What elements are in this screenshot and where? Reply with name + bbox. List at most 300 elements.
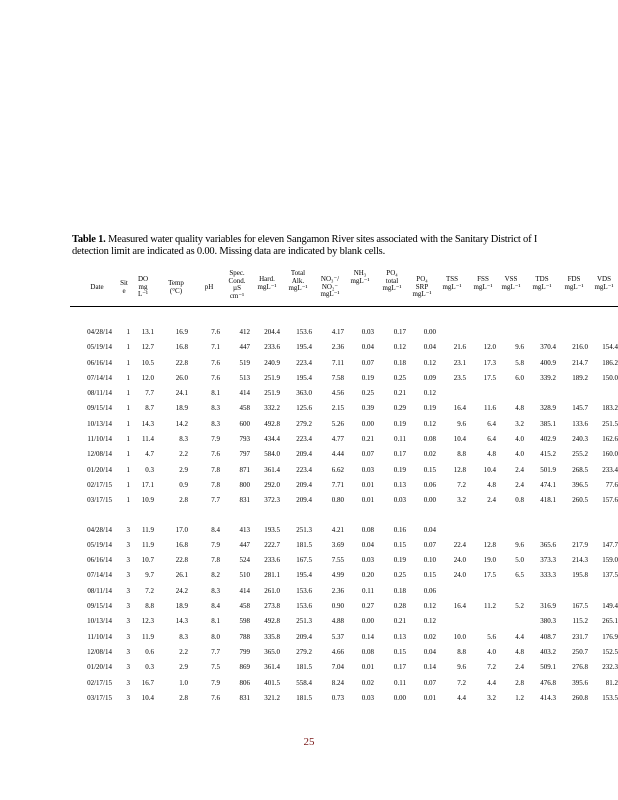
table-cell: 7.6 xyxy=(211,373,220,382)
table-cell: 316.9 xyxy=(540,602,556,611)
table-cell: 04/28/14 xyxy=(87,328,112,336)
table-cell: 0.25 xyxy=(361,389,374,398)
table-cell: 0.14 xyxy=(423,663,436,672)
table-cell: 0.12 xyxy=(423,617,436,626)
table-cell: 12.8 xyxy=(483,540,496,549)
table-cell: 5.26 xyxy=(331,419,344,428)
table-cell: 0.00 xyxy=(423,328,436,336)
table-cell: 4.56 xyxy=(331,389,344,398)
table-cell: 7.2 xyxy=(457,480,466,489)
table-cell: 11.2 xyxy=(484,602,496,611)
table-cell: 1 xyxy=(126,419,130,428)
table-cell: 18.9 xyxy=(175,602,188,611)
table-cell: 9.6 xyxy=(457,419,466,428)
table-cell: 24.2 xyxy=(175,586,188,595)
table-cell: 02/17/15 xyxy=(87,678,112,687)
table-cell: 03/17/15 xyxy=(87,693,112,702)
table-cell: 372.3 xyxy=(264,496,280,505)
table-cell: 77.6 xyxy=(605,480,618,489)
table-cell: 03/17/15 xyxy=(87,496,112,505)
column-header: FDS mgL⁻¹ xyxy=(564,275,584,291)
table-cell: 3 xyxy=(126,525,130,534)
table-cell: 474.1 xyxy=(540,480,556,489)
table-cell: 8.3 xyxy=(179,632,188,641)
table-cell: 3 xyxy=(126,602,130,611)
table-cell: 216.0 xyxy=(572,343,588,352)
table-cell: 11.4 xyxy=(142,435,154,444)
table-cell: 415.2 xyxy=(540,450,556,459)
table-cell: 153.6 xyxy=(296,586,312,595)
caption-label: Table 1. xyxy=(72,234,106,245)
table-cell: 3 xyxy=(126,586,130,595)
caption-line-2: detection limit are indicated as 0.00. Missing data are indicated by blank cells. xyxy=(72,246,385,257)
table-cell: 3.2 xyxy=(515,419,524,428)
table-cell: 0.08 xyxy=(361,647,374,656)
table-row xyxy=(78,404,618,419)
table-cell: 223.4 xyxy=(296,465,312,474)
table-cell: 0.12 xyxy=(423,602,436,611)
table-cell: 4.88 xyxy=(331,617,344,626)
table-cell: 0.03 xyxy=(393,496,406,505)
table-cell: 217.9 xyxy=(572,540,588,549)
table-cell: 0.07 xyxy=(361,450,374,459)
table-cell: 18.9 xyxy=(175,404,188,413)
table-cell: 4.4 xyxy=(487,678,496,687)
table-cell: 16.7 xyxy=(141,678,154,687)
table-cell: 806 xyxy=(239,678,250,687)
table-cell: 167.5 xyxy=(572,602,588,611)
table-cell: 153.5 xyxy=(602,693,618,702)
table-row xyxy=(78,359,618,374)
table-cell: 3.2 xyxy=(487,693,496,702)
table-cell: 476.8 xyxy=(540,678,556,687)
table-cell: 2.36 xyxy=(331,343,344,352)
table-cell: 21.6 xyxy=(453,343,466,352)
table-cell: 414.3 xyxy=(540,693,556,702)
table-cell: 137.5 xyxy=(602,571,618,580)
table-cell: 125.6 xyxy=(296,404,312,413)
table-cell: 0.3 xyxy=(145,663,154,672)
table-cell: 0.17 xyxy=(393,663,406,672)
table-cell: 363.0 xyxy=(296,389,312,398)
table-cell: 0.02 xyxy=(361,678,374,687)
table-cell: 0.90 xyxy=(331,602,344,611)
table-cell: 370.4 xyxy=(540,343,556,352)
table-cell: 7.9 xyxy=(211,678,220,687)
table-cell: 214.3 xyxy=(572,556,588,565)
table-row xyxy=(78,571,618,586)
table-cell: 0.21 xyxy=(393,617,406,626)
table-cell: 1 xyxy=(126,343,130,352)
table-cell: 6.0 xyxy=(515,373,524,382)
table-cell: 11/10/14 xyxy=(87,435,112,444)
table-cell: 153.6 xyxy=(296,602,312,611)
table-cell: 10/13/14 xyxy=(87,419,112,428)
table-cell: 195.4 xyxy=(296,343,312,352)
table-cell: 24.0 xyxy=(453,556,466,565)
table-cell: 413 xyxy=(239,525,250,534)
water-quality-table xyxy=(78,270,618,709)
header-rule xyxy=(70,306,618,307)
table-cell: 223.4 xyxy=(296,435,312,444)
table-cell: 869 xyxy=(239,663,250,672)
table-cell: 0.09 xyxy=(423,373,436,382)
table-cell: 414 xyxy=(239,389,250,398)
table-cell: 23.1 xyxy=(453,358,466,367)
table-cell: 0.04 xyxy=(423,343,436,352)
table-cell: 4.4 xyxy=(515,632,524,641)
table-cell: 0.02 xyxy=(423,450,436,459)
table-cell: 1 xyxy=(126,373,130,382)
table-cell: 17.1 xyxy=(141,480,154,489)
table-cell: 273.8 xyxy=(264,602,280,611)
table-cell: 19.0 xyxy=(483,556,496,565)
table-row xyxy=(78,435,618,450)
table-cell: 189.2 xyxy=(572,373,588,382)
column-header: TDS mgL⁻¹ xyxy=(532,275,552,291)
table-cell: 0.3 xyxy=(145,465,154,474)
table-cell: 276.8 xyxy=(572,663,588,672)
table-cell: 447 xyxy=(239,540,250,549)
table-cell: 10.4 xyxy=(483,465,496,474)
table-cell: 12.0 xyxy=(141,373,154,382)
table-cell: 12.3 xyxy=(141,617,154,626)
table-cell: 1.2 xyxy=(515,693,524,702)
table-cell: 209.4 xyxy=(296,632,312,641)
table-cell: 2.9 xyxy=(179,663,188,672)
table-cell: 0.15 xyxy=(393,540,406,549)
table-cell: 1 xyxy=(126,496,130,505)
table-cell: 10.7 xyxy=(141,556,154,565)
table-cell: 8.8 xyxy=(457,450,466,459)
table-cell: 0.04 xyxy=(361,540,374,549)
table-cell: 222.7 xyxy=(264,540,280,549)
table-cell: 8.3 xyxy=(211,404,220,413)
table-cell: 0.03 xyxy=(361,693,374,702)
table-cell: 8.24 xyxy=(331,678,344,687)
table-cell: 7.7 xyxy=(211,647,220,656)
table-cell: 8.1 xyxy=(211,617,220,626)
table-cell: 231.7 xyxy=(572,632,588,641)
column-header: pH xyxy=(204,283,214,291)
table-cell: 14.3 xyxy=(175,617,188,626)
table-cell: 07/14/14 xyxy=(87,373,112,382)
table-cell: 08/11/14 xyxy=(87,389,112,398)
column-header: PO₄ SRP mgL⁻¹ xyxy=(412,275,432,298)
table-cell: 204.4 xyxy=(264,328,280,336)
table-cell: 279.2 xyxy=(296,419,312,428)
table-cell: 3 xyxy=(126,617,130,626)
table-cell: 7.6 xyxy=(211,358,220,367)
table-row xyxy=(78,602,618,617)
table-cell: 335.8 xyxy=(264,632,280,641)
table-caption xyxy=(72,234,618,258)
table-cell: 0.19 xyxy=(361,373,374,382)
table-cell: 7.7 xyxy=(145,389,154,398)
table-cell: 0.17 xyxy=(393,450,406,459)
table-cell: 3.69 xyxy=(331,540,344,549)
table-cell: 233.4 xyxy=(602,465,618,474)
table-cell: 251.3 xyxy=(296,525,312,534)
table-cell: 501.9 xyxy=(540,465,556,474)
table-cell: 0.73 xyxy=(331,693,344,702)
table-cell: 797 xyxy=(239,450,250,459)
table-cell: 2.4 xyxy=(515,465,524,474)
table-cell: 333.3 xyxy=(540,571,556,580)
table-cell: 8.7 xyxy=(145,404,154,413)
table-cell: 0.18 xyxy=(393,358,406,367)
table-cell: 0.25 xyxy=(393,571,406,580)
table-cell: 13.1 xyxy=(141,328,154,336)
table-cell: 0.16 xyxy=(393,525,406,534)
table-cell: 9.7 xyxy=(145,571,154,580)
table-cell: 871 xyxy=(239,465,250,474)
table-cell: 7.9 xyxy=(211,435,220,444)
table-cell: 209.4 xyxy=(296,480,312,489)
table-cell: 402.9 xyxy=(540,435,556,444)
table-cell: 7.8 xyxy=(211,480,220,489)
table-cell: 0.11 xyxy=(362,586,374,595)
table-cell: 1 xyxy=(126,358,130,367)
table-cell: 2.8 xyxy=(179,496,188,505)
column-header: Hard. mgL⁻¹ xyxy=(257,275,277,291)
table-cell: 1 xyxy=(126,480,130,489)
table-row xyxy=(78,466,618,481)
table-cell: 0.11 xyxy=(394,678,406,687)
table-cell: 4.17 xyxy=(331,328,344,336)
table-cell: 08/11/14 xyxy=(87,586,112,595)
table-cell: 11.9 xyxy=(142,632,154,641)
table-cell: 251.9 xyxy=(264,373,280,382)
table-cell: 7.2 xyxy=(487,663,496,672)
table-cell: 24.1 xyxy=(175,389,188,398)
table-cell: 2.9 xyxy=(179,465,188,474)
table-cell: 401.5 xyxy=(264,678,280,687)
table-cell: 145.7 xyxy=(572,404,588,413)
table-cell: 3 xyxy=(126,571,130,580)
table-row xyxy=(78,328,618,343)
table-cell: 12/08/14 xyxy=(87,450,112,459)
table-cell: 0.14 xyxy=(361,632,374,641)
table-cell: 7.55 xyxy=(331,556,344,565)
table-cell: 0.01 xyxy=(423,693,436,702)
table-cell: 373.3 xyxy=(540,556,556,565)
table-cell: 0.04 xyxy=(423,525,436,534)
table-cell: 524 xyxy=(239,556,250,565)
table-cell: 414 xyxy=(239,586,250,595)
table-cell: 193.5 xyxy=(264,525,280,534)
table-cell: 279.2 xyxy=(296,647,312,656)
table-cell: 5.37 xyxy=(331,632,344,641)
table-cell: 8.3 xyxy=(211,586,220,595)
table-cell: 788 xyxy=(239,632,250,641)
table-cell: 1 xyxy=(126,404,130,413)
table-cell: 831 xyxy=(239,496,250,505)
table-cell: 209.4 xyxy=(296,496,312,505)
table-cell: 16.8 xyxy=(175,343,188,352)
page-number: 25 xyxy=(303,736,315,748)
table-cell: 167.5 xyxy=(296,556,312,565)
table-cell: 0.07 xyxy=(423,540,436,549)
table-cell: 16.4 xyxy=(453,602,466,611)
table-cell: 328.9 xyxy=(540,404,556,413)
table-cell: 8.3 xyxy=(211,419,220,428)
table-cell: 02/17/15 xyxy=(87,480,112,489)
table-cell: 1 xyxy=(126,465,130,474)
table-cell: 0.21 xyxy=(393,389,406,398)
table-cell: 0.03 xyxy=(361,465,374,474)
table-cell: 598 xyxy=(239,617,250,626)
column-header: Total Alk. mgL⁻¹ xyxy=(288,269,308,292)
table-cell: 3 xyxy=(126,556,130,565)
table-cell: 4.0 xyxy=(515,435,524,444)
table-row xyxy=(78,587,618,602)
table-cell: 3 xyxy=(126,647,130,656)
table-cell: 395.6 xyxy=(572,678,588,687)
table-cell: 22.4 xyxy=(453,540,466,549)
table-cell: 260.5 xyxy=(572,496,588,505)
table-cell: 600 xyxy=(239,419,250,428)
table-cell: 799 xyxy=(239,647,250,656)
table-cell: 447 xyxy=(239,343,250,352)
column-header: DO mg L⁻¹ xyxy=(137,275,149,298)
table-row xyxy=(78,481,618,496)
table-row xyxy=(78,694,618,709)
table-cell: 5.0 xyxy=(515,556,524,565)
column-header: NO₃⁻/ NO₂⁻ mgL⁻¹ xyxy=(320,275,340,298)
table-row xyxy=(78,374,618,389)
table-cell: 1 xyxy=(126,389,130,398)
table-cell: 434.4 xyxy=(264,435,280,444)
table-cell: 4.8 xyxy=(487,450,496,459)
table-cell: 8.1 xyxy=(211,389,220,398)
table-cell: 0.01 xyxy=(361,480,374,489)
table-cell: 232.3 xyxy=(602,663,618,672)
table-cell: 14.2 xyxy=(175,419,188,428)
column-header: NH₃ mgL⁻¹ xyxy=(350,269,370,285)
column-header: Sit e xyxy=(120,279,128,295)
table-cell: 265.1 xyxy=(602,617,618,626)
table-cell: 6.4 xyxy=(487,419,496,428)
table-cell: 7.8 xyxy=(211,556,220,565)
table-cell: 0.17 xyxy=(393,328,406,336)
table-cell: 3 xyxy=(126,678,130,687)
table-cell: 81.2 xyxy=(605,678,618,687)
table-cell: 0.01 xyxy=(361,496,374,505)
table-cell: 268.5 xyxy=(572,465,588,474)
table-cell: 176.9 xyxy=(602,632,618,641)
table-cell: 17.3 xyxy=(483,358,496,367)
table-cell: 0.12 xyxy=(423,389,436,398)
table-cell: 7.8 xyxy=(211,465,220,474)
table-cell: 0.04 xyxy=(361,343,374,352)
table-cell: 0.19 xyxy=(423,404,436,413)
table-cell: 0.15 xyxy=(423,465,436,474)
table-row xyxy=(78,663,618,678)
column-header: Date xyxy=(90,283,104,291)
table-cell: 05/19/14 xyxy=(87,343,112,352)
table-cell: 0.25 xyxy=(393,373,406,382)
table-cell: 0.19 xyxy=(393,419,406,428)
table-cell: 0.19 xyxy=(393,556,406,565)
table-cell: 09/15/14 xyxy=(87,404,112,413)
table-cell: 10/13/14 xyxy=(87,617,112,626)
table-cell: 793 xyxy=(239,435,250,444)
table-row xyxy=(78,389,618,404)
table-cell: 0.21 xyxy=(361,435,374,444)
table-cell: 11/10/14 xyxy=(87,632,112,641)
table-cell: 22.8 xyxy=(175,556,188,565)
table-cell: 8.3 xyxy=(179,435,188,444)
table-cell: 7.1 xyxy=(211,343,220,352)
table-cell: 6.62 xyxy=(331,465,344,474)
table-cell: 209.4 xyxy=(296,450,312,459)
table-cell: 2.8 xyxy=(515,678,524,687)
table-cell: 0.12 xyxy=(423,358,436,367)
table-cell: 8.8 xyxy=(145,602,154,611)
table-cell: 7.7 xyxy=(211,496,220,505)
table-cell: 05/19/14 xyxy=(87,540,112,549)
table-cell: 4.44 xyxy=(331,450,344,459)
table-cell: 365.0 xyxy=(264,647,280,656)
table-cell: 584.0 xyxy=(264,450,280,459)
table-cell: 513 xyxy=(239,373,250,382)
table-cell: 8.4 xyxy=(211,602,220,611)
table-cell: 2.2 xyxy=(179,450,188,459)
caption-text-1: Measured water quality variables for eleven Sangamon River sites associated with the Sanitary District of I xyxy=(105,234,538,245)
table-cell: 16.9 xyxy=(175,328,188,336)
table-row xyxy=(78,679,618,694)
table-cell: 4.8 xyxy=(515,647,524,656)
table-cell: 11.9 xyxy=(142,540,154,549)
table-cell: 3 xyxy=(126,693,130,702)
table-cell: 0.12 xyxy=(393,343,406,352)
table-cell: 408.7 xyxy=(540,632,556,641)
table-cell: 0.20 xyxy=(361,571,374,580)
table-cell: 09/15/14 xyxy=(87,602,112,611)
table-cell: 26.0 xyxy=(175,373,188,382)
table-cell: 7.2 xyxy=(145,586,154,595)
table-cell: 251.3 xyxy=(296,617,312,626)
table-cell: 150.0 xyxy=(602,373,618,382)
table-cell: 2.4 xyxy=(515,480,524,489)
table-header-row xyxy=(78,270,618,310)
table-cell: 17.5 xyxy=(483,571,496,580)
table-cell: 0.6 xyxy=(145,647,154,656)
table-row xyxy=(78,496,618,511)
table-cell: 0.29 xyxy=(393,404,406,413)
table-cell: 12.0 xyxy=(483,343,496,352)
table-cell: 2.4 xyxy=(515,663,524,672)
table-row xyxy=(78,420,618,435)
table-cell: 510 xyxy=(239,571,250,580)
table-cell: 396.5 xyxy=(572,480,588,489)
group-spacer xyxy=(78,512,618,526)
table-cell: 0.80 xyxy=(331,496,344,505)
table-cell: 5.8 xyxy=(515,358,524,367)
table-cell: 361.4 xyxy=(264,465,280,474)
table-cell: 7.6 xyxy=(211,693,220,702)
table-cell: 492.8 xyxy=(264,419,280,428)
table-cell: 22.8 xyxy=(175,358,188,367)
table-cell: 0.00 xyxy=(423,496,436,505)
table-cell: 458 xyxy=(239,602,250,611)
table-cell: 7.2 xyxy=(457,678,466,687)
table-cell: 183.2 xyxy=(602,404,618,413)
table-cell: 509.1 xyxy=(540,663,556,672)
table-cell: 339.2 xyxy=(540,373,556,382)
table-cell: 4.99 xyxy=(331,571,344,580)
